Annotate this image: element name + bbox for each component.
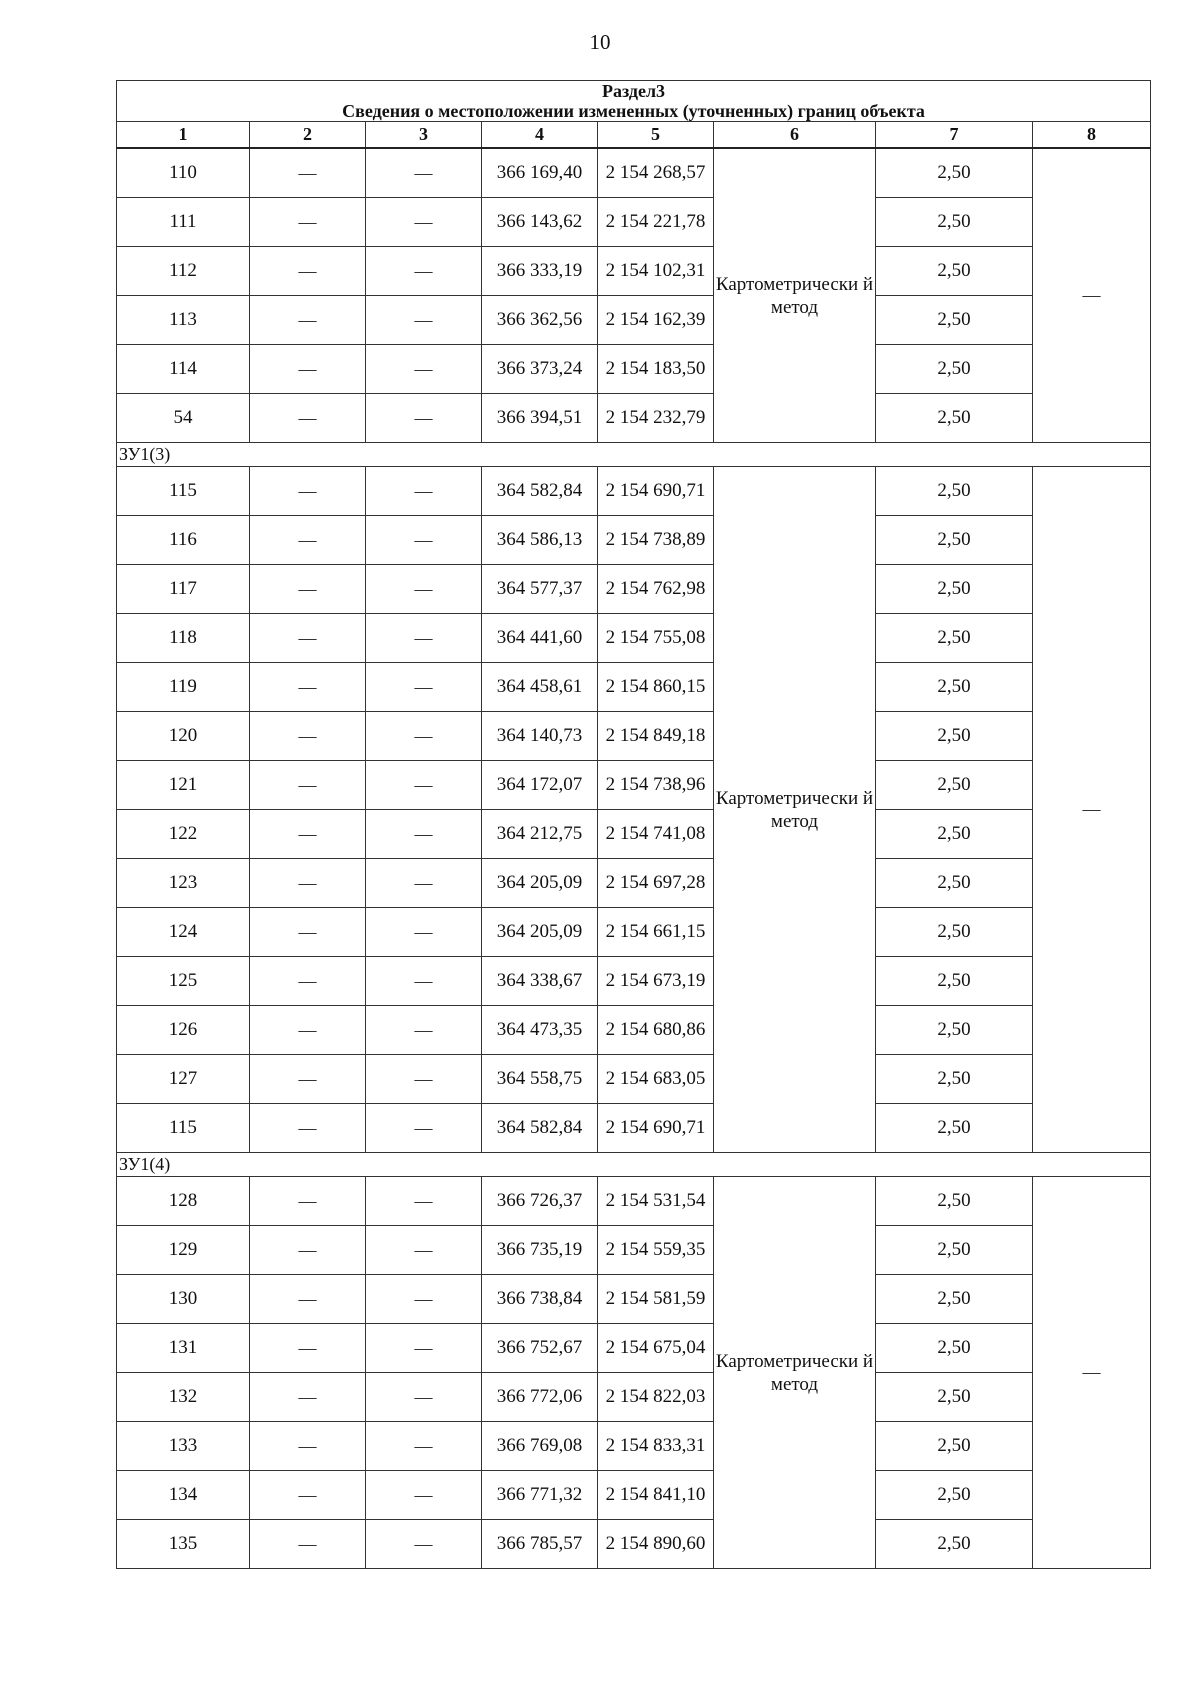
table-row <box>117 1055 1151 1104</box>
accuracy-cell: 2,50 <box>876 198 1033 247</box>
accuracy-cell: 2,50 <box>876 908 1033 957</box>
accuracy-cell: 2,50 <box>876 247 1033 296</box>
point-number-cell: 121 <box>117 761 250 810</box>
x-coordinate-cell: 366 373,24 <box>482 345 598 394</box>
x-coordinate-cell: 364 582,84 <box>482 1104 598 1153</box>
col3-cell: — <box>366 1275 482 1324</box>
x-coordinate-cell: 366 143,62 <box>482 198 598 247</box>
x-coordinate-cell: 364 586,13 <box>482 516 598 565</box>
accuracy-cell: 2,50 <box>876 614 1033 663</box>
x-coordinate-cell: 366 169,40 <box>482 148 598 198</box>
accuracy-cell: 2,50 <box>876 1104 1033 1153</box>
x-coordinate-cell: 364 441,60 <box>482 614 598 663</box>
x-coordinate-cell: 364 577,37 <box>482 565 598 614</box>
y-coordinate-cell: 2 154 675,04 <box>598 1324 714 1373</box>
y-coordinate-cell: 2 154 860,15 <box>598 663 714 712</box>
point-number-cell: 127 <box>117 1055 250 1104</box>
table-row <box>117 957 1151 1006</box>
accuracy-cell: 2,50 <box>876 394 1033 443</box>
table-row <box>117 1226 1151 1275</box>
column-header: 6 <box>714 122 876 149</box>
col3-cell: — <box>366 712 482 761</box>
table-row <box>117 1104 1151 1153</box>
col2-cell: — <box>250 1055 366 1104</box>
y-coordinate-cell: 2 154 755,08 <box>598 614 714 663</box>
table-row <box>117 1520 1151 1569</box>
col3-cell: — <box>366 148 482 198</box>
col3-cell: — <box>366 1471 482 1520</box>
y-coordinate-cell: 2 154 102,31 <box>598 247 714 296</box>
col2-cell: — <box>250 345 366 394</box>
point-number-cell: 124 <box>117 908 250 957</box>
y-coordinate-cell: 2 154 531,54 <box>598 1177 714 1226</box>
x-coordinate-cell: 366 771,32 <box>482 1471 598 1520</box>
table-row <box>117 1275 1151 1324</box>
accuracy-cell: 2,50 <box>876 1422 1033 1471</box>
col2-cell: — <box>250 810 366 859</box>
section-label: Раздел3 <box>601 81 666 101</box>
y-coordinate-cell: 2 154 673,19 <box>598 957 714 1006</box>
x-coordinate-cell: 364 582,84 <box>482 467 598 516</box>
accuracy-cell: 2,50 <box>876 1324 1033 1373</box>
col2-cell: — <box>250 859 366 908</box>
table-row <box>117 614 1151 663</box>
col8-cell: — <box>1033 1177 1151 1569</box>
col2-cell: — <box>250 1226 366 1275</box>
y-coordinate-cell: 2 154 690,71 <box>598 1104 714 1153</box>
col2-cell: — <box>250 614 366 663</box>
x-coordinate-cell: 366 362,56 <box>482 296 598 345</box>
method-cell: Картометрически й метод <box>714 467 876 1153</box>
x-coordinate-cell: 366 735,19 <box>482 1226 598 1275</box>
method-cell: Картометрически й метод <box>714 148 876 443</box>
col3-cell: — <box>366 394 482 443</box>
point-number-cell: 134 <box>117 1471 250 1520</box>
column-number-row <box>117 122 1151 149</box>
point-number-cell: 122 <box>117 810 250 859</box>
x-coordinate-cell: 364 140,73 <box>482 712 598 761</box>
col3-cell: — <box>366 296 482 345</box>
col2-cell: — <box>250 247 366 296</box>
y-coordinate-cell: 2 154 183,50 <box>598 345 714 394</box>
col3-cell: — <box>366 663 482 712</box>
table-row <box>117 663 1151 712</box>
column-header: 1 <box>117 122 250 149</box>
accuracy-cell: 2,50 <box>876 1177 1033 1226</box>
col3-cell: — <box>366 1104 482 1153</box>
col3-cell: — <box>366 198 482 247</box>
col3-cell: — <box>366 1177 482 1226</box>
table-title-row <box>117 81 1151 122</box>
table-row <box>117 761 1151 810</box>
point-number-cell: 110 <box>117 148 250 198</box>
accuracy-cell: 2,50 <box>876 712 1033 761</box>
col2-cell: — <box>250 148 366 198</box>
x-coordinate-cell: 364 172,07 <box>482 761 598 810</box>
x-coordinate-cell: 364 212,75 <box>482 810 598 859</box>
point-number-cell: 116 <box>117 516 250 565</box>
column-header: 5 <box>598 122 714 149</box>
point-number-cell: 120 <box>117 712 250 761</box>
y-coordinate-cell: 2 154 680,86 <box>598 1006 714 1055</box>
col8-cell: — <box>1033 148 1151 443</box>
section-row <box>117 443 1151 467</box>
col3-cell: — <box>366 467 482 516</box>
col3-cell: — <box>366 345 482 394</box>
point-number-cell: 131 <box>117 1324 250 1373</box>
section-label-cell: ЗУ1(3) <box>117 443 1151 467</box>
point-number-cell: 130 <box>117 1275 250 1324</box>
column-header: 8 <box>1033 122 1151 149</box>
table-row <box>117 859 1151 908</box>
accuracy-cell: 2,50 <box>876 1055 1033 1104</box>
col2-cell: — <box>250 1373 366 1422</box>
y-coordinate-cell: 2 154 741,08 <box>598 810 714 859</box>
col3-cell: — <box>366 1226 482 1275</box>
col2-cell: — <box>250 1104 366 1153</box>
accuracy-cell: 2,50 <box>876 810 1033 859</box>
col2-cell: — <box>250 565 366 614</box>
point-number-cell: 125 <box>117 957 250 1006</box>
col2-cell: — <box>250 1324 366 1373</box>
col3-cell: — <box>366 1422 482 1471</box>
y-coordinate-cell: 2 154 738,96 <box>598 761 714 810</box>
col2-cell: — <box>250 1471 366 1520</box>
col3-cell: — <box>366 1055 482 1104</box>
col3-cell: — <box>366 761 482 810</box>
accuracy-cell: 2,50 <box>876 1275 1033 1324</box>
point-number-cell: 128 <box>117 1177 250 1226</box>
x-coordinate-cell: 366 738,84 <box>482 1275 598 1324</box>
x-coordinate-cell: 366 726,37 <box>482 1177 598 1226</box>
point-number-cell: 129 <box>117 1226 250 1275</box>
table-row <box>117 810 1151 859</box>
table-row <box>117 394 1151 443</box>
x-coordinate-cell: 366 772,06 <box>482 1373 598 1422</box>
column-header: 2 <box>250 122 366 149</box>
coordinates-table <box>116 80 1151 1569</box>
accuracy-cell: 2,50 <box>876 1373 1033 1422</box>
method-cell: Картометрически й метод <box>714 1177 876 1569</box>
y-coordinate-cell: 2 154 162,39 <box>598 296 714 345</box>
y-coordinate-cell: 2 154 581,59 <box>598 1275 714 1324</box>
x-coordinate-cell: 364 205,09 <box>482 908 598 957</box>
column-header: 3 <box>366 122 482 149</box>
point-number-cell: 123 <box>117 859 250 908</box>
col2-cell: — <box>250 1422 366 1471</box>
x-coordinate-cell: 364 558,75 <box>482 1055 598 1104</box>
table-row <box>117 296 1151 345</box>
table-row <box>117 712 1151 761</box>
table-row <box>117 247 1151 296</box>
point-number-cell: 54 <box>117 394 250 443</box>
col2-cell: — <box>250 957 366 1006</box>
y-coordinate-cell: 2 154 690,71 <box>598 467 714 516</box>
table-title-cell <box>117 81 1151 122</box>
x-coordinate-cell: 366 333,19 <box>482 247 598 296</box>
point-number-cell: 113 <box>117 296 250 345</box>
col2-cell: — <box>250 1006 366 1055</box>
point-number-cell: 115 <box>117 467 250 516</box>
section-label-cell: ЗУ1(4) <box>117 1153 1151 1177</box>
y-coordinate-cell: 2 154 762,98 <box>598 565 714 614</box>
accuracy-cell: 2,50 <box>876 1471 1033 1520</box>
accuracy-cell: 2,50 <box>876 761 1033 810</box>
y-coordinate-cell: 2 154 822,03 <box>598 1373 714 1422</box>
point-number-cell: 132 <box>117 1373 250 1422</box>
point-number-cell: 117 <box>117 565 250 614</box>
y-coordinate-cell: 2 154 683,05 <box>598 1055 714 1104</box>
x-coordinate-cell: 366 785,57 <box>482 1520 598 1569</box>
point-number-cell: 115 <box>117 1104 250 1153</box>
y-coordinate-cell: 2 154 232,79 <box>598 394 714 443</box>
table-row <box>117 198 1151 247</box>
table-title: Сведения о местоположении измененных (уточненных) границ объекта <box>342 101 925 121</box>
col3-cell: — <box>366 565 482 614</box>
point-number-cell: 111 <box>117 198 250 247</box>
col3-cell: — <box>366 1324 482 1373</box>
point-number-cell: 119 <box>117 663 250 712</box>
table-row <box>117 1373 1151 1422</box>
accuracy-cell: 2,50 <box>876 516 1033 565</box>
y-coordinate-cell: 2 154 221,78 <box>598 198 714 247</box>
table-row <box>117 1471 1151 1520</box>
point-number-cell: 126 <box>117 1006 250 1055</box>
x-coordinate-cell: 364 473,35 <box>482 1006 598 1055</box>
col3-cell: — <box>366 810 482 859</box>
col3-cell: — <box>366 1373 482 1422</box>
col8-cell: — <box>1033 467 1151 1153</box>
y-coordinate-cell: 2 154 833,31 <box>598 1422 714 1471</box>
table-row <box>117 1324 1151 1373</box>
column-header: 7 <box>876 122 1033 149</box>
section-row <box>117 1153 1151 1177</box>
table-row <box>117 908 1151 957</box>
table-row <box>117 345 1151 394</box>
table-row <box>117 1006 1151 1055</box>
col2-cell: — <box>250 198 366 247</box>
col3-cell: — <box>366 516 482 565</box>
point-number-cell: 114 <box>117 345 250 394</box>
y-coordinate-cell: 2 154 849,18 <box>598 712 714 761</box>
y-coordinate-cell: 2 154 559,35 <box>598 1226 714 1275</box>
table-row <box>117 467 1151 516</box>
col3-cell: — <box>366 908 482 957</box>
accuracy-cell: 2,50 <box>876 957 1033 1006</box>
x-coordinate-cell: 364 205,09 <box>482 859 598 908</box>
col3-cell: — <box>366 859 482 908</box>
accuracy-cell: 2,50 <box>876 1006 1033 1055</box>
table-row <box>117 1177 1151 1226</box>
accuracy-cell: 2,50 <box>876 565 1033 614</box>
y-coordinate-cell: 2 154 841,10 <box>598 1471 714 1520</box>
x-coordinate-cell: 364 338,67 <box>482 957 598 1006</box>
point-number-cell: 133 <box>117 1422 250 1471</box>
col2-cell: — <box>250 516 366 565</box>
table-row <box>117 148 1151 198</box>
col2-cell: — <box>250 467 366 516</box>
y-coordinate-cell: 2 154 697,28 <box>598 859 714 908</box>
y-coordinate-cell: 2 154 738,89 <box>598 516 714 565</box>
point-number-cell: 112 <box>117 247 250 296</box>
table-row <box>117 1422 1151 1471</box>
accuracy-cell: 2,50 <box>876 1520 1033 1569</box>
col3-cell: — <box>366 614 482 663</box>
page-number: 10 <box>589 30 611 54</box>
col3-cell: — <box>366 957 482 1006</box>
col2-cell: — <box>250 296 366 345</box>
col3-cell: — <box>366 1520 482 1569</box>
col3-cell: — <box>366 1006 482 1055</box>
col3-cell: — <box>366 247 482 296</box>
point-number-cell: 135 <box>117 1520 250 1569</box>
y-coordinate-cell: 2 154 268,57 <box>598 148 714 198</box>
point-number-cell: 118 <box>117 614 250 663</box>
accuracy-cell: 2,50 <box>876 859 1033 908</box>
col2-cell: — <box>250 1520 366 1569</box>
accuracy-cell: 2,50 <box>876 1226 1033 1275</box>
y-coordinate-cell: 2 154 890,60 <box>598 1520 714 1569</box>
x-coordinate-cell: 366 394,51 <box>482 394 598 443</box>
col2-cell: — <box>250 663 366 712</box>
accuracy-cell: 2,50 <box>876 467 1033 516</box>
col2-cell: — <box>250 1177 366 1226</box>
accuracy-cell: 2,50 <box>876 663 1033 712</box>
accuracy-cell: 2,50 <box>876 345 1033 394</box>
col2-cell: — <box>250 394 366 443</box>
accuracy-cell: 2,50 <box>876 296 1033 345</box>
x-coordinate-cell: 366 769,08 <box>482 1422 598 1471</box>
column-header: 4 <box>482 122 598 149</box>
col2-cell: — <box>250 1275 366 1324</box>
col2-cell: — <box>250 761 366 810</box>
y-coordinate-cell: 2 154 661,15 <box>598 908 714 957</box>
col2-cell: — <box>250 712 366 761</box>
table-row <box>117 565 1151 614</box>
x-coordinate-cell: 366 752,67 <box>482 1324 598 1373</box>
table-row <box>117 516 1151 565</box>
x-coordinate-cell: 364 458,61 <box>482 663 598 712</box>
col2-cell: — <box>250 908 366 957</box>
accuracy-cell: 2,50 <box>876 148 1033 198</box>
